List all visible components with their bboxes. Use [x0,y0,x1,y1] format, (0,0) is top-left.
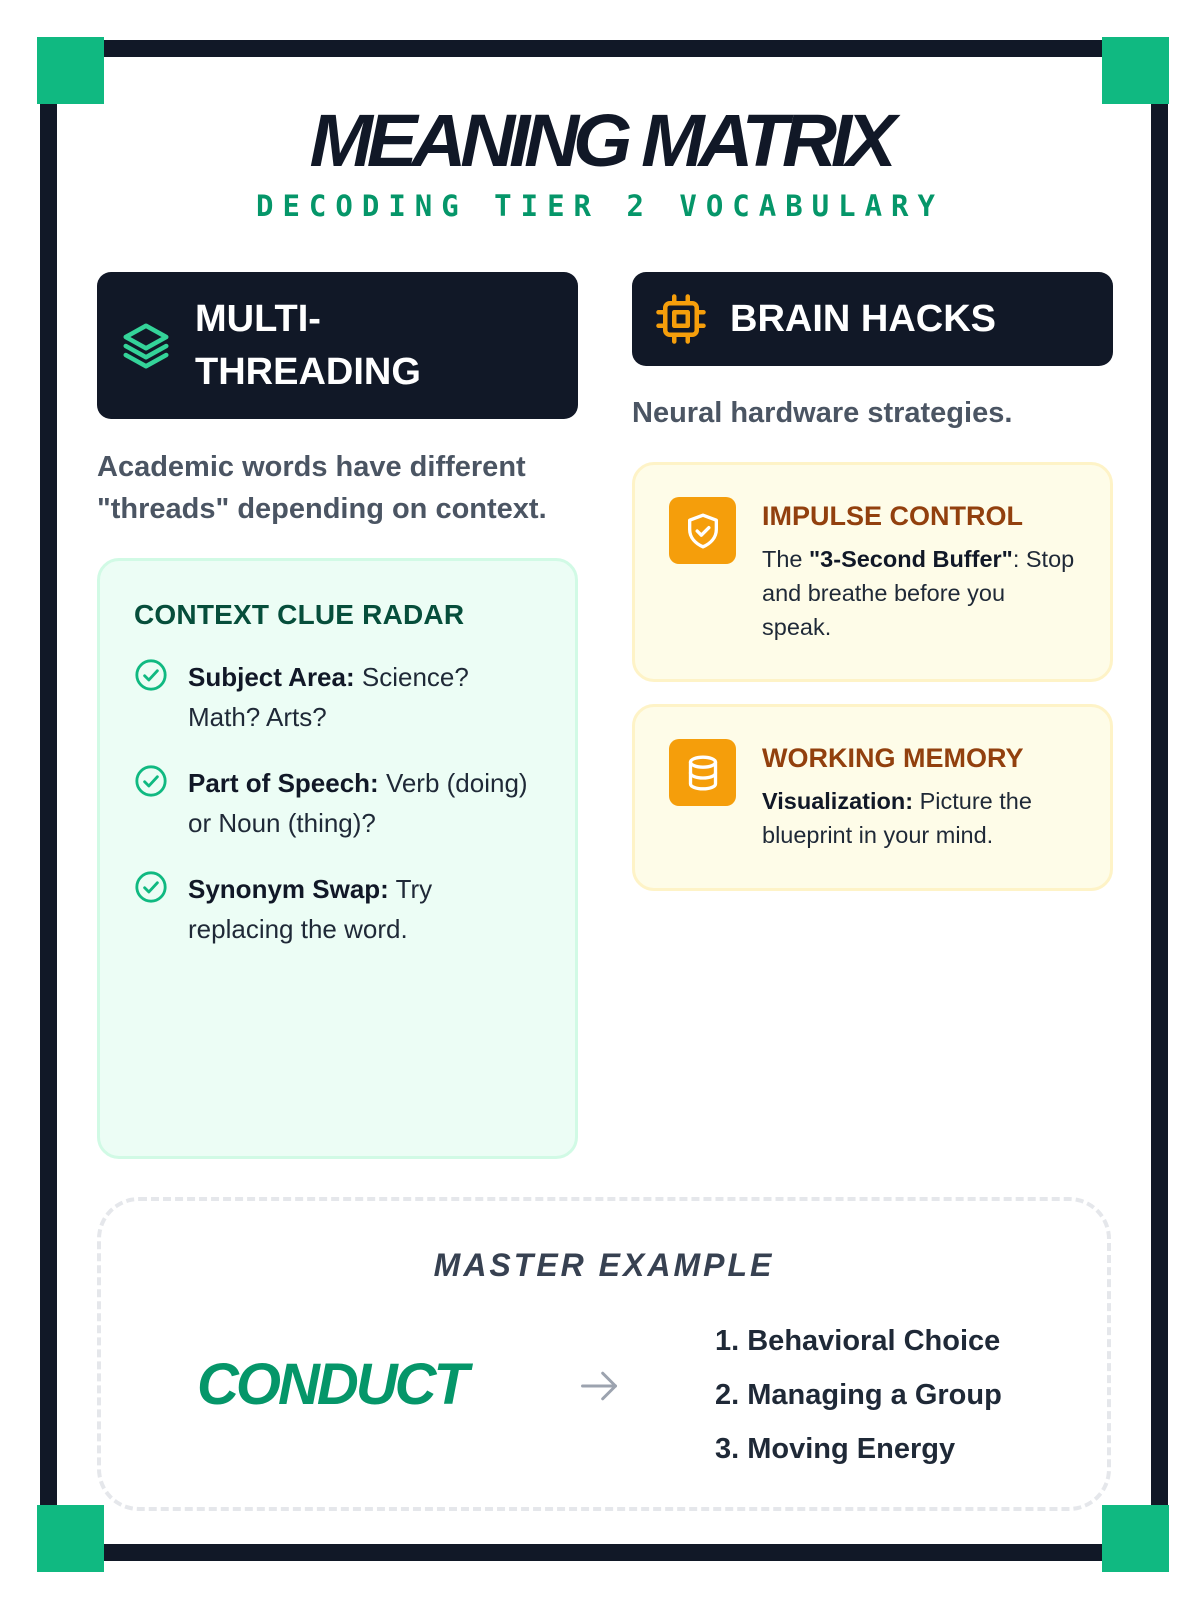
radar-item-label: Part of Speech: [188,768,379,798]
radar-item [134,869,541,949]
layers-icon [119,319,173,373]
meaning-item: 3. Moving Energy [715,1433,956,1465]
brain-hacks-heading: BRAIN HACKS [730,297,996,340]
meaning-item: 1. Behavioral Choice [715,1325,1001,1357]
hack-title: IMPULSE CONTROL [762,501,1023,531]
meaning-item: 2. Managing a Group [715,1379,1002,1411]
corner-accent-bottom-right [1102,1505,1169,1572]
meaning-list [715,1314,1002,1476]
multi-threading-heading: MULTI-THREADING [195,297,421,393]
working-memory-card [632,704,1113,891]
multi-threading-header [97,272,578,419]
multi-threading-description: Academic words have different "threads" depending on context. [97,451,547,525]
hack-text-prefix: The [762,546,810,572]
page-title: MEANING MATRIX [309,99,891,182]
corner-accent-bottom-left [37,1505,104,1572]
check-circle-icon [134,658,168,692]
radar-item-label: Synonym Swap: [188,874,389,904]
master-example-card [97,1197,1111,1511]
radar-item [134,763,541,843]
radar-item-text: Verb (doing) or Noun (thing)? [188,768,528,838]
context-clue-radar-card [97,558,578,1159]
page-subtitle: DECODING TIER 2 VOCABULARY [256,189,944,223]
hack-title: WORKING MEMORY [762,743,1024,773]
brain-hacks-header [632,272,1113,366]
radar-item-text: Science? Math? Arts? [188,662,469,732]
check-circle-icon [134,764,168,798]
cpu-chip-icon [654,292,708,346]
arrow-right-icon [577,1364,621,1408]
hack-text: : Stop and breathe before you speak. [762,546,1075,640]
corner-accent-top-left [37,37,104,104]
master-example-label: MASTER EXAMPLE [433,1247,775,1283]
corner-accent-top-right [1102,37,1169,104]
impulse-control-card [632,462,1113,682]
hack-text-bold: Visualization: [762,788,914,814]
hack-text: Picture the blueprint in your mind. [762,788,1032,848]
hack-text-bold: "3-Second Buffer" [809,546,1013,572]
radar-title: CONTEXT CLUE RADAR [134,599,465,630]
brain-hacks-description: Neural hardware strategies. [632,397,1013,429]
shield-check-icon [669,497,736,564]
master-example-word: CONDUCT [197,1352,466,1417]
radar-item-label: Subject Area: [188,662,355,692]
database-icon [669,739,736,806]
radar-item-text: Try replacing the word. [188,874,433,944]
radar-item [134,657,541,737]
check-circle-icon [134,870,168,904]
